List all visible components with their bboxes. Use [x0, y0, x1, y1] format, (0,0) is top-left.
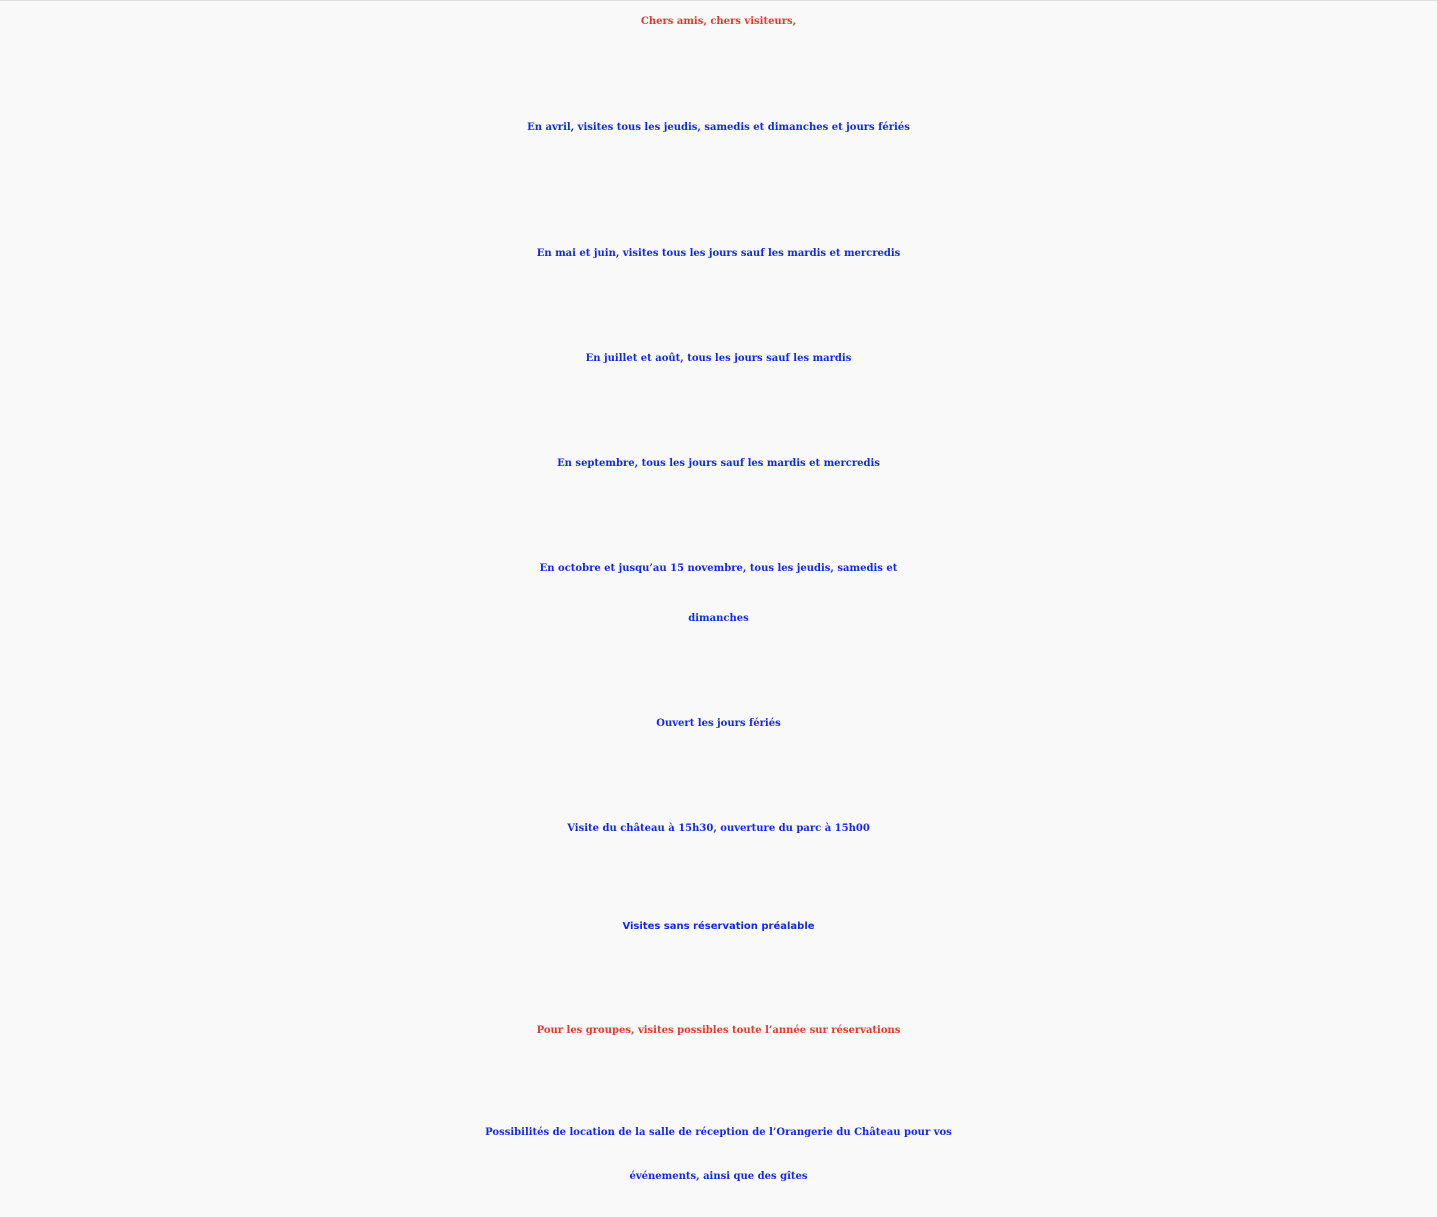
- april-schedule: En avril, visites tous les jeudis, samedis et dimanches et jours fériés: [527, 122, 910, 133]
- october-schedule-line-2: dimanches: [688, 613, 749, 624]
- july-august-schedule: En juillet et août, tous les jours sauf les mardis: [585, 353, 852, 364]
- rental-notice-line-1: Possibilités de location de la salle de réception de l’Orangerie du Château pour vos: [485, 1127, 952, 1138]
- visit-times: Visite du château à 15h30, ouverture du parc à 15h00: [567, 823, 870, 834]
- holidays-notice: Ouvert les jours fériés: [656, 718, 781, 729]
- september-schedule: En septembre, tous les jours sauf les mardis et mercredis: [557, 458, 880, 469]
- may-june-schedule: En mai et juin, visites tous les jours sauf les mardis et mercredis: [536, 248, 901, 259]
- rental-notice-line-2: événements, ainsi que des gîtes: [629, 1171, 808, 1182]
- greeting: Chers amis, chers visiteurs,: [640, 16, 797, 27]
- october-schedule-line-1: En octobre et jusqu’au 15 novembre, tous les jeudis, samedis et: [539, 563, 898, 574]
- no-reservation-notice: Visites sans réservation préalable: [622, 921, 815, 932]
- groups-notice: Pour les groupes, visites possibles toute l’année sur réservations: [536, 1025, 901, 1036]
